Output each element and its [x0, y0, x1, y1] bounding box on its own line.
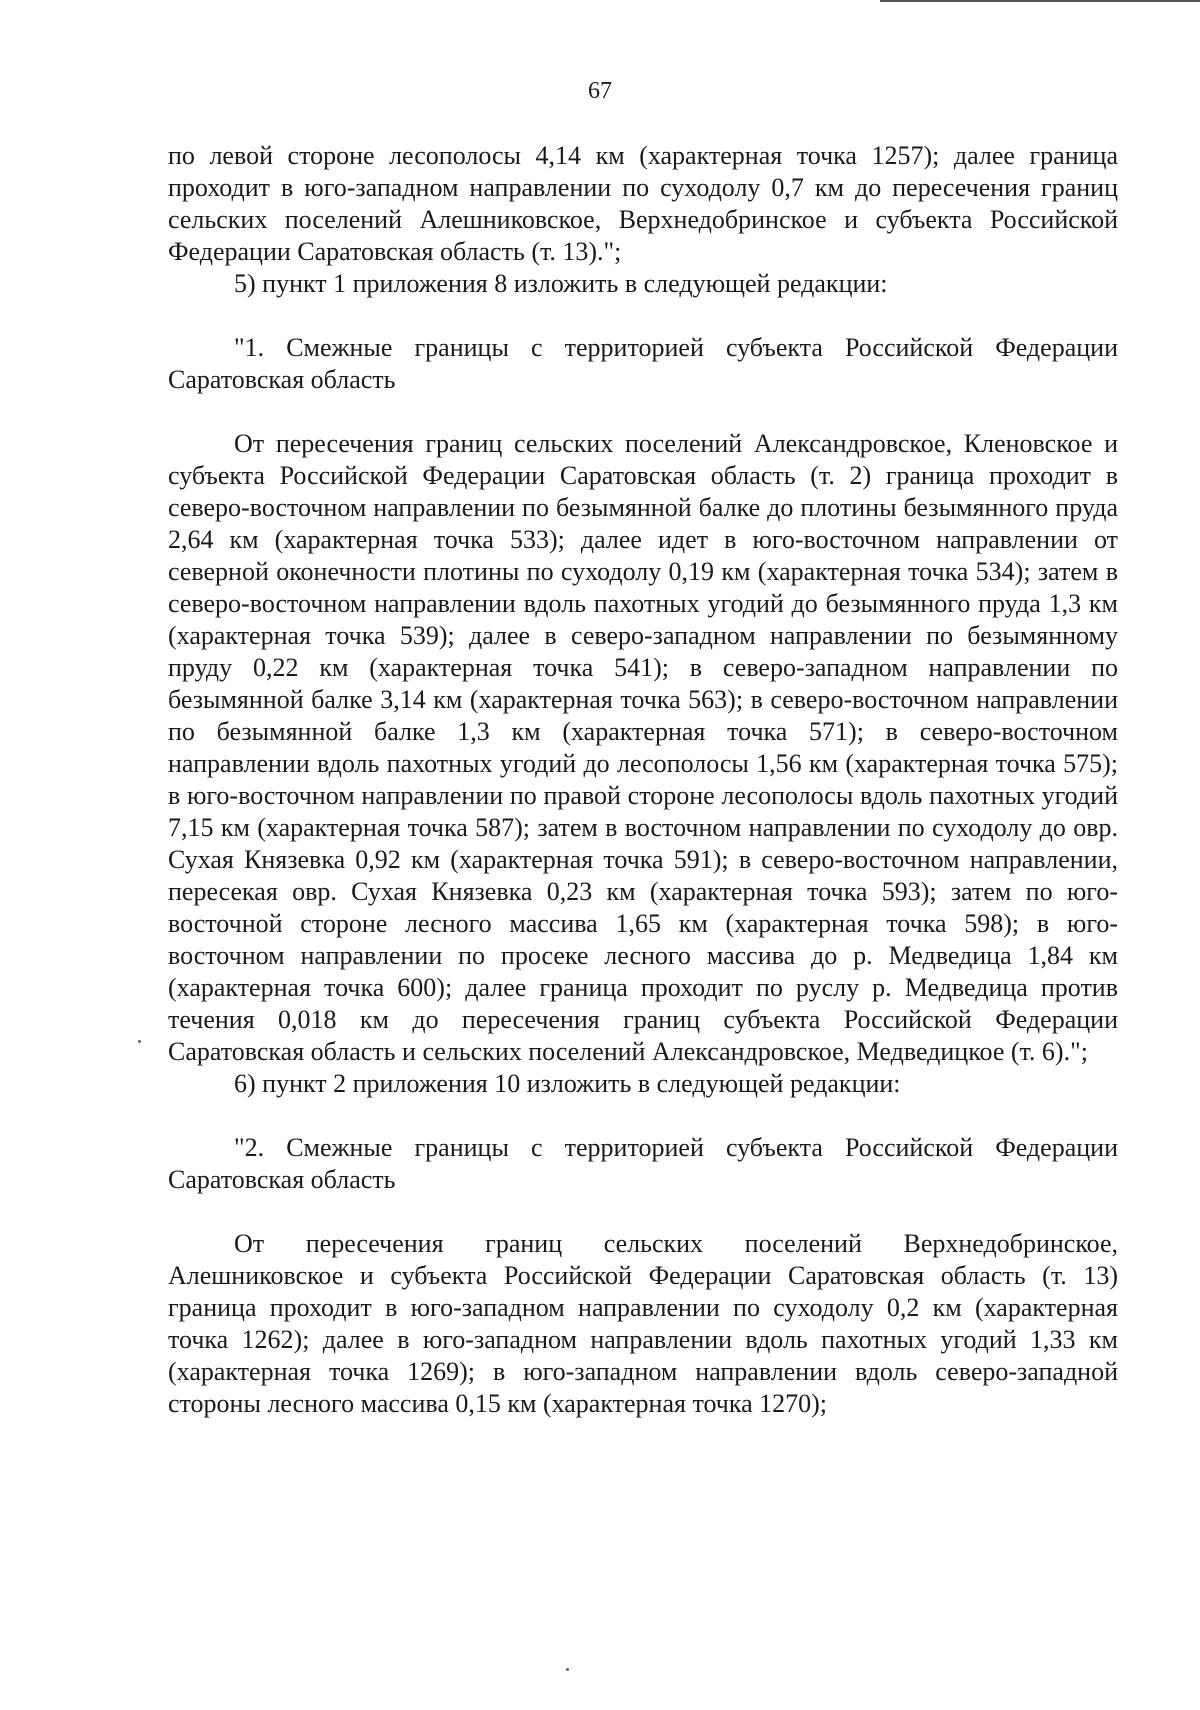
section-heading-1: "1. Смежные границы с территорией субъекта Российской Федерации Саратовская область — [168, 333, 1118, 394]
amendment-item-5: 5) пункт 1 приложения 8 изложить в следующей редакции: — [234, 269, 888, 298]
spacer — [168, 396, 1118, 428]
document-body — [168, 140, 1118, 1420]
spacer — [168, 1196, 1118, 1228]
scan-speck — [566, 1668, 569, 1671]
amendment-item-6: 6) пункт 2 приложения 10 изложить в следующей редакции: — [234, 1069, 901, 1098]
spacer — [168, 1100, 1118, 1132]
scan-edge-line — [880, 0, 1200, 2]
boundary-description-1: От пересечения границ сельских поселений Александровское, Кленовское и субъекта Российской Федерации Саратовская область (т. 2) граница проходит в северо-восточном направлении по безымянной балке до плотины безымянного пруда 2,64 км (характерная точка 533); далее идет в юго-восточном направлении от северной оконечности плотины по суходолу 0,19 км (характерная точка 534); затем в северо-восточном направлении вдоль пахотных угодий до безымянного пруда 1,3 км (характерная точка 539); далее в северо-западном направлении по безымянному пруду 0,22 км (характерная точка 541); в северо-западном направлении по безымянной балке 3,14 км (характерная точка 563); в северо-восточном направлении по безымянной балке 1,3 км (характерная точка 571); в северо-восточном направлении вдоль пахотных угодий до лесополосы 1,56 км (характерная точка 575); в юго-восточном направлении по правой стороне лесополосы вдоль пахотных угодий 7,15 км (характерная точка 587); затем в восточном направлении по суходолу до овр. Сухая Князевка 0,92 км (характерная точка 591); в северо-восточном направлении, пересекая овр. Сухая Князевка 0,23 км (характерная точка 593); затем по юго-восточной стороне лесного массива 1,65 км (характерная точка 598); в юго-восточном направлении по просеке лесного массива до р. Медведица 1,84 км (характерная точка 600); далее граница проходит по руслу р. Медведица против течения 0,018 км до пересечения границ субъекта Российской Федерации Саратовская область и сельских поселений Александровское, Медведицкое (т. 6)."; — [168, 429, 1118, 1066]
scan-speck — [138, 1040, 141, 1043]
section-heading-2: "2. Смежные границы с территорией субъекта Российской Федерации Саратовская область — [168, 1133, 1118, 1194]
page-number: 67 — [588, 78, 612, 104]
continued-paragraph: по левой стороне лесополосы 4,14 км (характерная точка 1257); далее граница проходит в юго-западном направлении по суходолу 0,7 км до пересечения границ сельских поселений Алешниковское, Верхнедобринское и субъекта Российской Федерации Саратовская область (т. 13)."; — [168, 141, 1118, 266]
boundary-description-2: От пересечения границ сельских поселений Верхнедобринское, Алешниковское и субъекта Российской Федерации Саратовская область (т. 13) граница проходит в юго-западном направлении по суходолу 0,2 км (характерная точка 1262); далее в юго-западном направлении вдоль пахотных угодий 1,33 км (характерная точка 1269); в юго-западном направлении вдоль северо-западной стороны лесного массива 0,15 км (характерная точка 1270); — [168, 1229, 1118, 1418]
spacer — [168, 300, 1118, 332]
